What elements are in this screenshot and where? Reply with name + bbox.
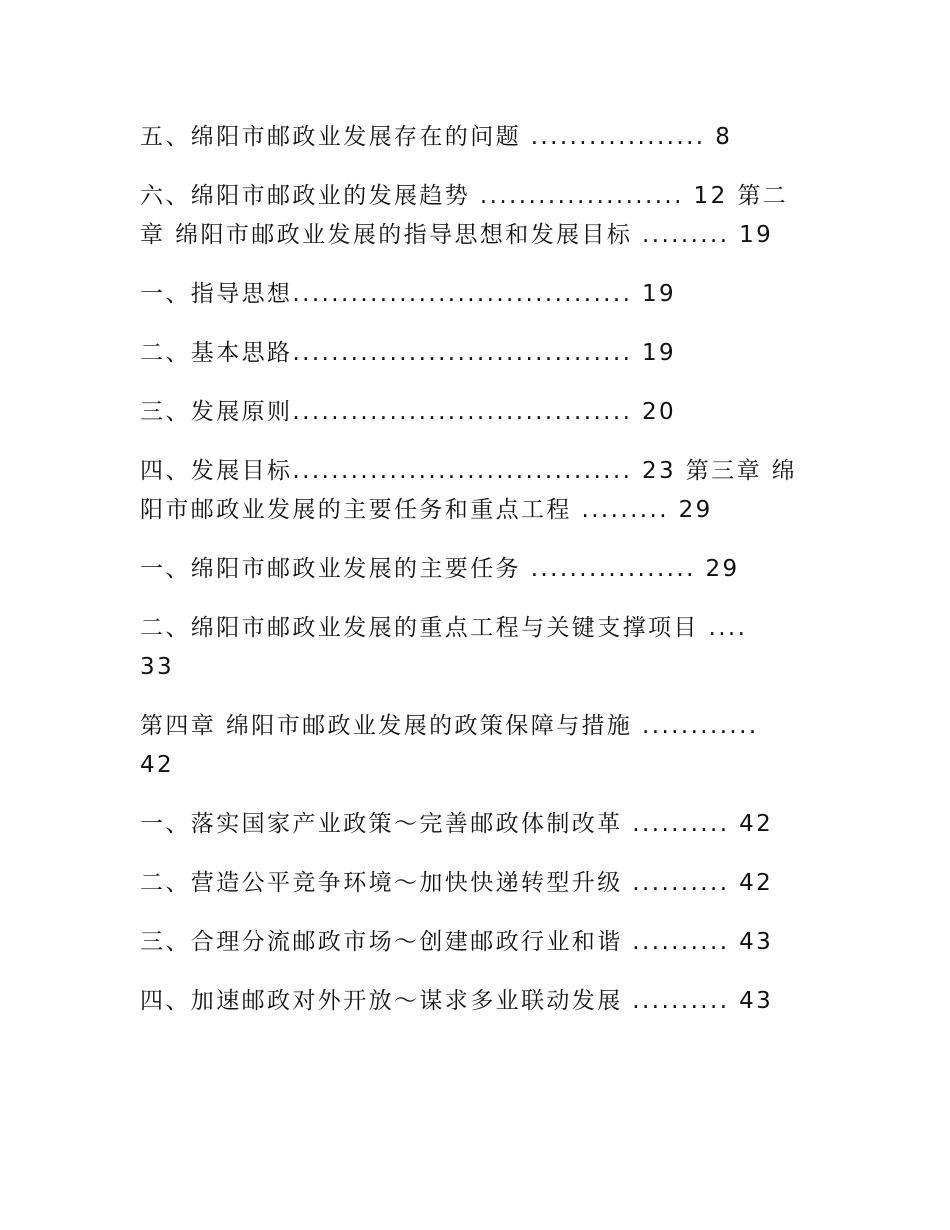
toc-entry-basic-approach[interactable]: 二、基本思路................................... 19	[140, 340, 677, 366]
toc-entry-main-tasks[interactable]: 一、绵阳市邮政业发展的主要任务 ................. 29	[140, 556, 740, 582]
toc-entry-fair-competition[interactable]: 二、营造公平竞争环境～加快快递转型升级 .......... 42	[140, 870, 774, 896]
toc-entry-problems[interactable]: 五、绵阳市邮政业发展存在的问题 .................. 8	[140, 124, 733, 150]
toc-entry-trends[interactable]: 六、绵阳市邮政业的发展趋势 ..................... 12 第二 章 绵阳市邮政业发展的指导思想和发展目标 ......... 19	[140, 183, 789, 248]
toc-entry-key-projects[interactable]: 二、绵阳市邮政业发展的重点工程与关键支撑项目 .... 33	[140, 615, 748, 680]
toc-entry-goals[interactable]: 四、发展目标................................... 23 第三章 绵 阳市邮政业发展的主要任务和重点工程 ......... 29	[140, 458, 798, 523]
toc-entry-principles[interactable]: 三、发展原则................................... 20	[140, 399, 677, 425]
toc-entry-guiding-ideology[interactable]: 一、指导思想................................... 19	[140, 281, 677, 307]
toc-entry-market-diversion[interactable]: 三、合理分流邮政市场～创建邮政行业和谐 .......... 43	[140, 929, 774, 955]
toc-entry-industry-policy[interactable]: 一、落实国家产业政策～完善邮政体制改革 .......... 42	[140, 811, 774, 837]
toc-entry-chapter-four[interactable]: 第四章 绵阳市邮政业发展的政策保障与措施 ............ 42	[140, 713, 759, 778]
toc-entry-opening-up[interactable]: 四、加速邮政对外开放～谋求多业联动发展 .......... 43	[140, 988, 774, 1014]
table-of-contents	[140, 118, 810, 1041]
